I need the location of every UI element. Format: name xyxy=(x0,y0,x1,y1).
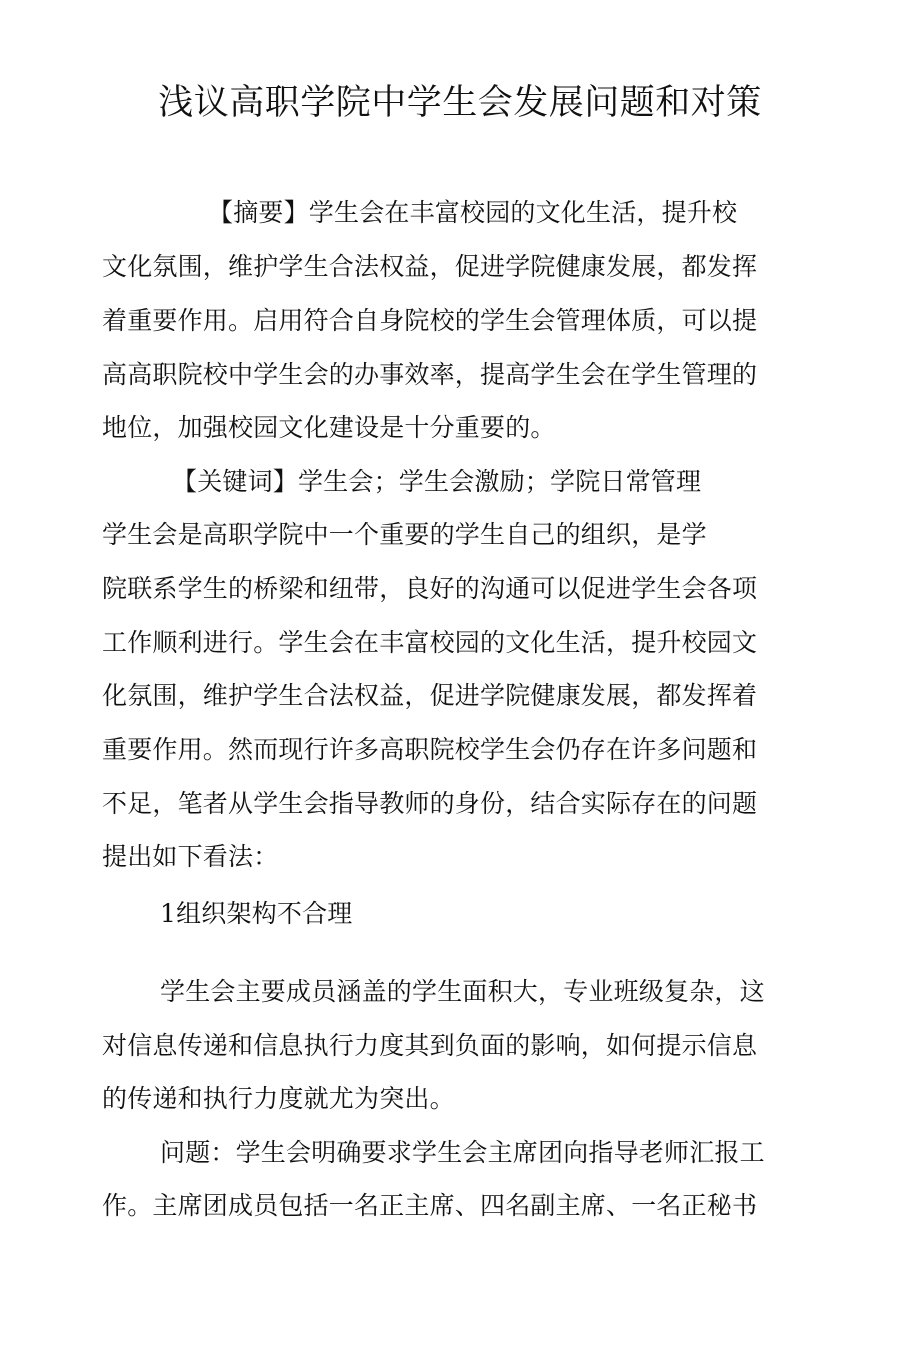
intro-line: 不足，笔者从学生会指导教师的身份，结合实际存在的问题 xyxy=(102,789,758,818)
abstract-line: 文化氛围，维护学生合法权益，促进学院健康发展，都发挥 xyxy=(102,252,758,281)
section-heading: 1组织架构不合理 xyxy=(160,899,353,928)
section-paragraph-line: 对信息传递和信息执行力度其到负面的影响，如何提示信息 xyxy=(102,1031,758,1060)
intro-line: 提出如下看法： xyxy=(102,842,279,871)
intro-line: 学生会是高职学院中一个重要的学生自己的组织，是学 xyxy=(102,520,707,549)
intro-line: 重要作用。然而现行许多高职院校学生会仍存在许多问题和 xyxy=(102,735,758,764)
document-title: 浅议高职学院中学生会发展问题和对策 xyxy=(158,83,762,123)
abstract-line: 着重要作用。启用符合自身院校的学生会管理体质，可以提 xyxy=(102,306,758,335)
intro-line: 院联系学生的桥梁和纽带，良好的沟通可以促进学生会各项 xyxy=(102,574,758,603)
intro-line: 工作顺利进行。学生会在丰富校园的文化生活，提升校园文 xyxy=(102,628,758,657)
section-paragraph-line: 学生会主要成员涵盖的学生面积大，专业班级复杂，这 xyxy=(160,977,765,1006)
abstract-line: 【摘要】学生会在丰富校园的文化生活，提升校 xyxy=(208,198,738,227)
problem-paragraph-line: 作。主席团成员包括一名正主席、四名副主席、一名正秘书 xyxy=(102,1191,758,1220)
problem-paragraph-line: 问题：学生会明确要求学生会主席团向指导老师汇报工 xyxy=(160,1138,765,1167)
keywords-line: 【关键词】学生会；学生会激励；学院日常管理 xyxy=(172,467,702,496)
intro-line: 化氛围，维护学生合法权益，促进学院健康发展，都发挥着 xyxy=(102,681,758,710)
abstract-line: 地位，加强校园文化建设是十分重要的。 xyxy=(102,413,556,442)
abstract-line: 高高职院校中学生会的办事效率，提高学生会在学生管理的 xyxy=(102,360,758,389)
section-paragraph-line: 的传递和执行力度就尤为突出。 xyxy=(102,1084,455,1113)
